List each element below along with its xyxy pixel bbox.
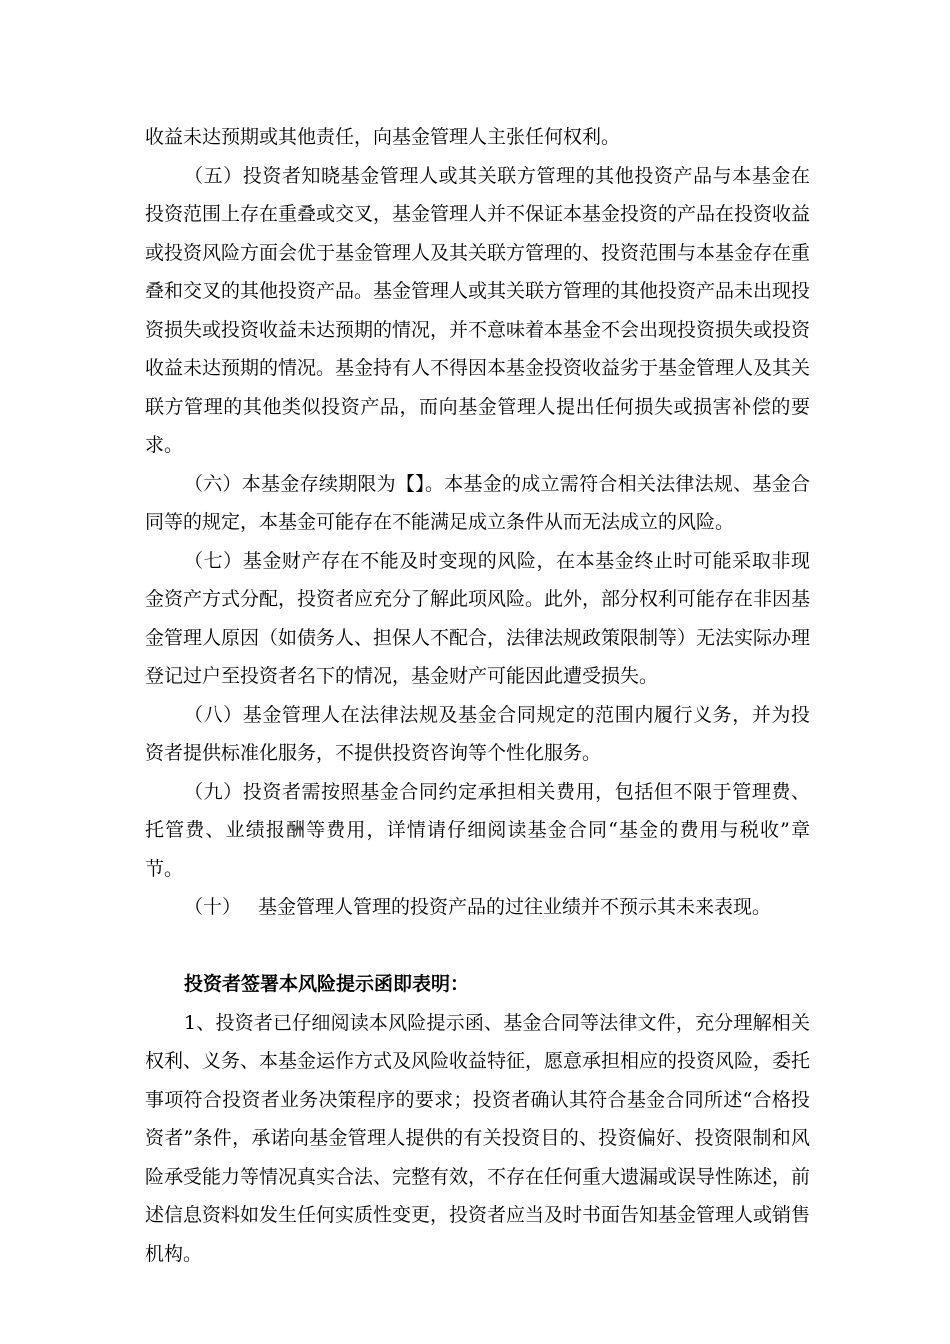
- paragraph-item-10: [145, 888, 810, 927]
- item-10-text: 基金管理人管理的投资产品的过往业绩并不预示其未来表现。: [258, 896, 772, 918]
- statement-1: 1、投资者已仔细阅读本风险提示函、基金合同等法律文件，充分理解相关权利、义务、本基金运作方式及风险收益特征，愿意承担相应的投资风险，委托事项符合投资者业务决策程序的要求；投资者确认其符合基金合同所述“合格投资者”条件，承诺向基金管理人提供的有关投资目的、投资偏好、投资限制和风险承受能力等情况真实合法、完整有效，不存在任何重大遗漏或误导性陈述，前述信息资料如发生任何实质性变更，投资者应当及时书面告知基金管理人或销售机构。: [145, 1011, 811, 1265]
- document-body: [145, 118, 810, 1273]
- paragraph-item-6: （六）本基金存续期限为【】。本基金的成立需符合相关法律法规、基金合同等的规定，本基金可能存在不能满足成立条件从而无法成立的风险。: [145, 472, 810, 533]
- section-heading: 投资者签署本风险提示函即表明：: [184, 973, 470, 995]
- spacer: [145, 927, 810, 966]
- paragraph-continuation: 收益未达预期或其他责任，向基金管理人主张任何权利。: [145, 126, 621, 148]
- paragraph-item-8: （八）基金管理人在法律法规及基金合同规定的范围内履行义务，并为投资者提供标准化服务，不提供投资咨询等个性化服务。: [145, 703, 810, 764]
- paragraph-item-7: （七）基金财产存在不能及时变现的风险，在本基金终止时可能采取非现金资产方式分配，投资者应充分了解此项风险。此外，部分权利可能存在非因基金管理人原因（如债务人、担保人不配合，法律法规政策限制等）无法实际办理登记过户至投资者名下的情况，基金财产可能因此遭受损失。: [145, 549, 811, 687]
- paragraph-item-5: （五）投资者知晓基金管理人或其关联方管理的其他投资产品与本基金在投资范围上存在重叠或交叉，基金管理人并不保证本基金投资的产品在投资收益或投资风险方面会优于基金管理人及其关联方管理的、投资范围与本基金存在重叠和交叉的其他投资产品。基金管理人或其关联方管理的其他投资产品未出现投资损失或投资收益未达预期的情况，并不意味着本基金不会出现投资损失或投资收益未达预期的情况。基金持有人不得因本基金投资收益劣于基金管理人及其关联方管理的其他类似投资产品，而向基金管理人提出任何损失或损害补偿的要求。: [145, 164, 811, 456]
- item-10-number: （十）: [184, 896, 242, 918]
- paragraph-item-9: （九）投资者需按照基金合同约定承担相关费用，包括但不限于管理费、托管费、业绩报酬等费用，详情请仔细阅读基金合同“基金的费用与税收”章节。: [145, 780, 810, 880]
